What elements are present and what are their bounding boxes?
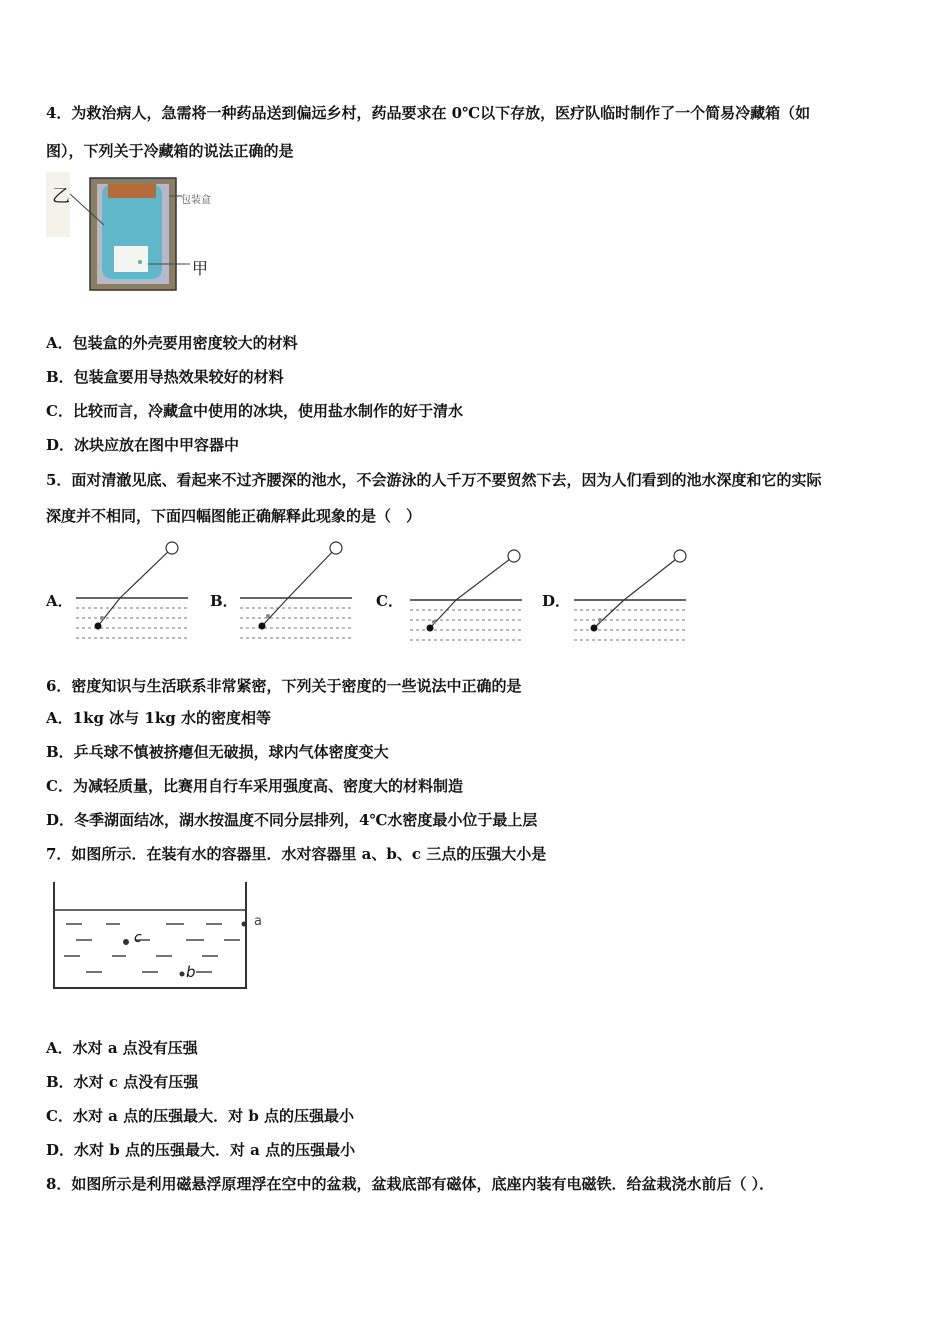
- q7-label-b: b: [186, 963, 196, 981]
- q7-option-a: A．水对 a 点没有压强: [46, 1039, 198, 1057]
- q8-stem: 8．如图所示是利用磁悬浮原理浮在空中的盆栽，盆栽底部有磁体，底座内装有电磁铁．给盆栽浇水前后（ ）．: [46, 1175, 775, 1193]
- q5-option-d-label: D．: [542, 592, 571, 610]
- q7-label-c: c: [134, 930, 142, 946]
- q4-stem-line2: 图），下列关于冷藏箱的说法正确的是: [46, 142, 294, 160]
- q5-figure-b: [236, 538, 356, 646]
- q7-option-d: D．水对 b 点的压强最大．对 a 点的压强最小: [46, 1141, 356, 1159]
- q4-label-yi: 乙: [52, 186, 70, 207]
- q5-figure-d: [570, 540, 690, 648]
- q6-option-b: B．乒乓球不慎被挤瘪但无破损，球内气体密度变大: [46, 743, 389, 761]
- q5-figure-a: [72, 538, 192, 646]
- q7-stem: 7．如图所示．在装有水的容器里．水对容器里 a、b、c 三点的压强大小是: [46, 845, 547, 863]
- q6-option-c: C．为减轻质量，比赛用自行车采用强度高、密度大的材料制造: [46, 777, 463, 795]
- q6-option-a: A．1kg 冰与 1kg 水的密度相等: [46, 709, 271, 727]
- q6-stem: 6．密度知识与生活联系非常紧密，下列关于密度的一些说法中正确的是: [46, 677, 522, 695]
- q7-label-a: a: [254, 914, 262, 929]
- q7-container-figure: [46, 880, 276, 1000]
- q4-option-b: B．包装盒要用导热效果较好的材料: [46, 368, 284, 386]
- q7-option-b: B．水对 c 点没有压强: [46, 1073, 199, 1091]
- q5-figure-c: [406, 540, 526, 648]
- q4-option-c: C．比较而言，冷藏盒中使用的冰块，使用盐水制作的好于清水: [46, 402, 463, 420]
- q5-stem-line2: 深度并不相同，下面四幅图能正确解释此现象的是（ ）: [46, 507, 422, 525]
- q7-option-c: C．水对 a 点的压强最大．对 b 点的压强最小: [46, 1107, 355, 1125]
- q5-option-c-label: C．: [376, 592, 403, 610]
- q5-stem-line1: 5．面对清澈见底、看起来不过齐腰深的池水，不会游泳的人千万不要贸然下去，因为人们看到的池水深度和它的实际: [46, 471, 822, 489]
- q4-option-d: D．冰块应放在图中甲容器中: [46, 436, 240, 454]
- q6-option-d: D．冬季湖面结冰，湖水按温度不同分层排列，4℃水密度最小位于最上层: [46, 811, 538, 829]
- q4-stem-line1: 4．为救治病人，急需将一种药品送到偏远乡村，药品要求在 0℃以下存放，医疗队临时制作了一个简易冷藏箱（如: [46, 104, 811, 122]
- q5-option-b-label: B．: [210, 592, 238, 610]
- q4-label-box: 包装盒: [181, 195, 211, 206]
- q4-label-jia: 甲: [192, 259, 209, 278]
- q4-option-a: A．包装盒的外壳要用密度较大的材料: [46, 334, 298, 352]
- q5-option-a-label: A．: [46, 592, 73, 610]
